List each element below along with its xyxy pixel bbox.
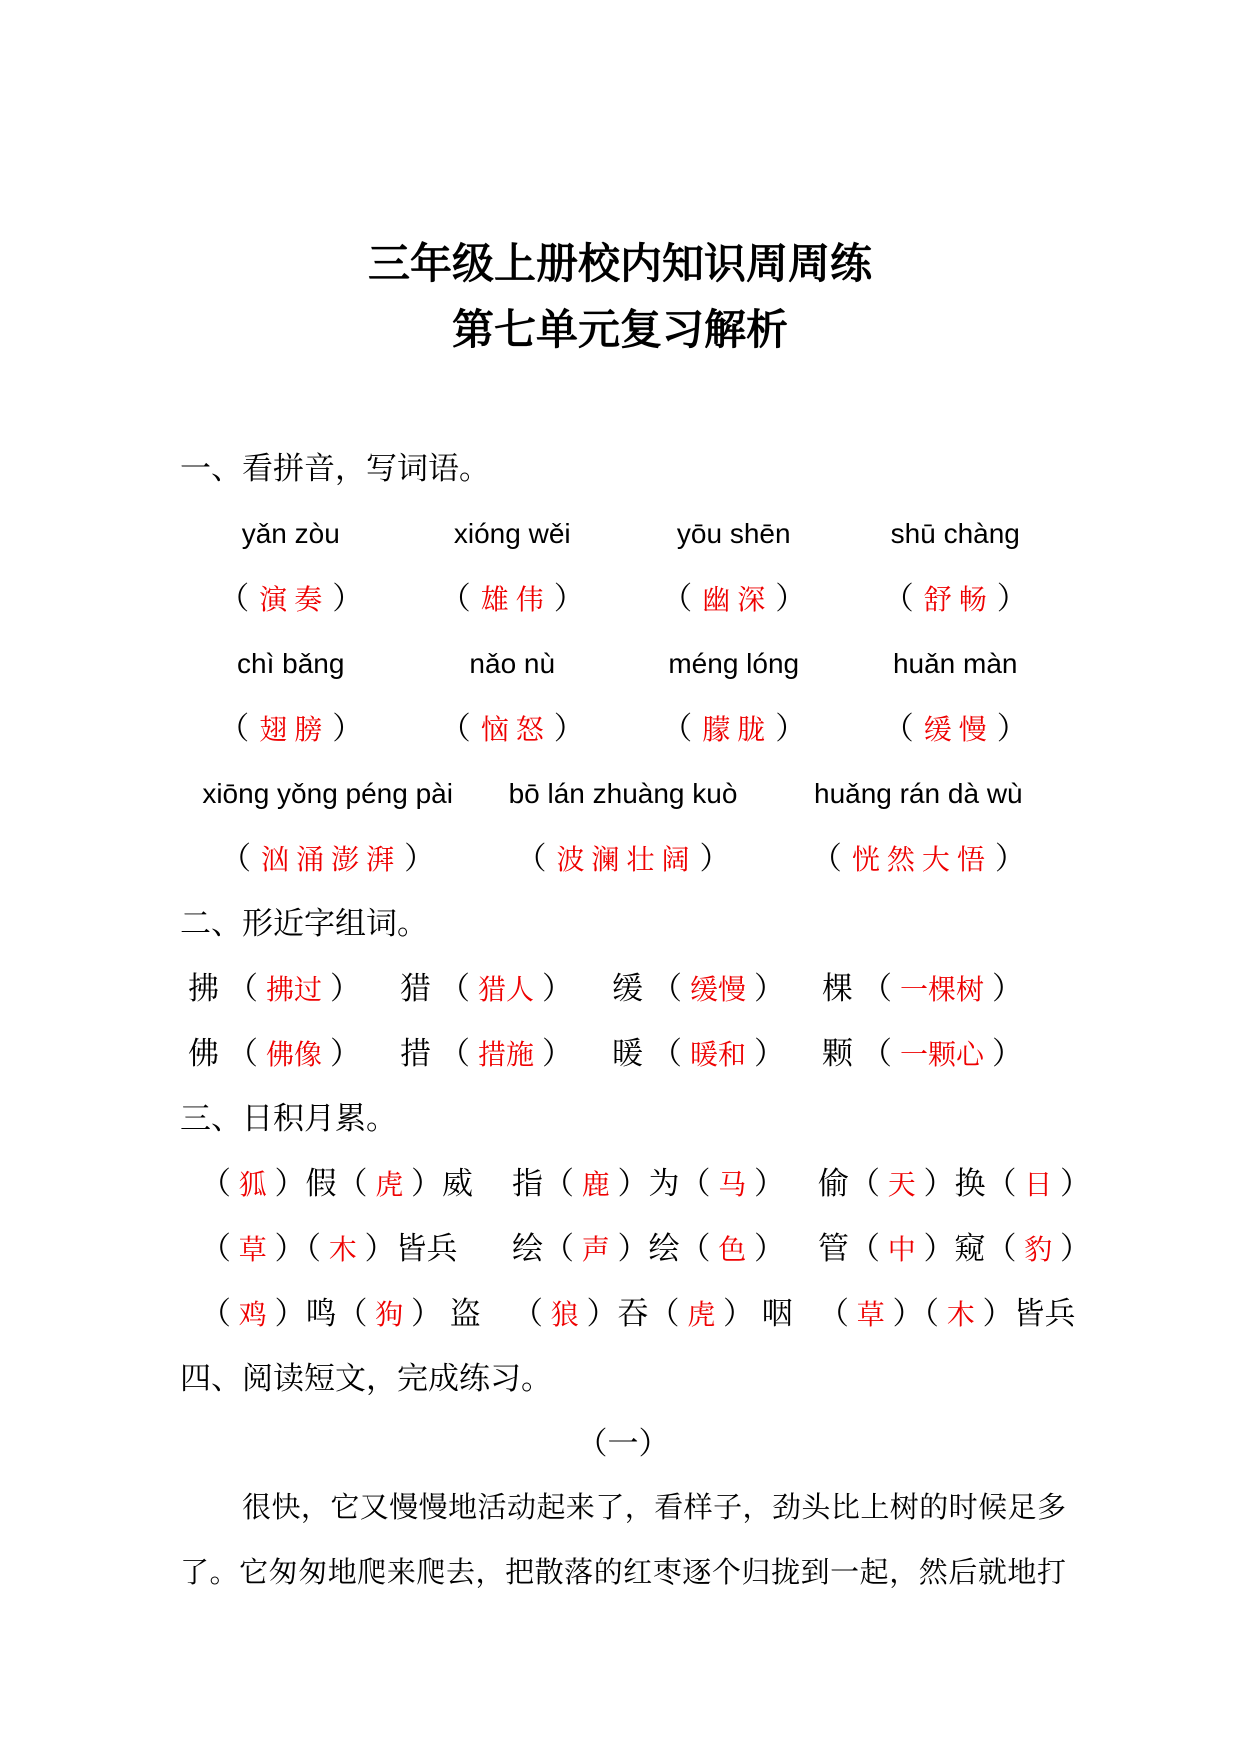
- answer-text: 一棵树: [900, 975, 985, 1006]
- answer-blank: [845, 566, 1067, 631]
- pinyin-word: yǎn zòu: [241, 518, 340, 549]
- answer-text: 恍 然 大 悟: [851, 845, 985, 876]
- open-paren: （: [661, 711, 693, 746]
- idiom-blank: 指（ 鹿 ）为（ 马 ）: [512, 1166, 786, 1201]
- idiom-blank: （ 草 ）（ 木 ）皆兵: [818, 1296, 1076, 1331]
- open-paren: （: [882, 581, 914, 616]
- close-paren: ）: [994, 841, 1026, 876]
- open-paren: （: [661, 581, 693, 616]
- answer-blank: [180, 566, 402, 631]
- idiom-blank: （ 狐 ）假（ 虎 ）威: [200, 1166, 474, 1201]
- given-character: 猎: [400, 971, 431, 1006]
- answer-text: 佛像: [266, 1040, 323, 1071]
- close-paren: ）: [775, 711, 807, 746]
- idiom-blank: （ 草 ）（ 木 ）皆兵: [200, 1231, 458, 1266]
- section3-heading: 三、日积月累。: [180, 1101, 397, 1136]
- pinyin-word: huǎng rán dà wù: [814, 778, 1023, 809]
- answer-blank: [845, 696, 1067, 761]
- answer-text: 暖和: [690, 1040, 747, 1071]
- close-paren: ）: [699, 841, 731, 876]
- answer-text: 拂过: [266, 975, 323, 1006]
- answer-blank: [402, 566, 624, 631]
- answer-text: 雄 伟: [480, 585, 544, 616]
- pinyin-word: yōu shēn: [676, 518, 791, 549]
- word-group-item: [400, 1021, 612, 1088]
- open-paren: （: [651, 971, 682, 1006]
- idiom-row-1: [180, 1151, 1092, 1216]
- answer-blank: [402, 696, 624, 761]
- idiom-blank: 偷（ 天 ）换（ 日 ）: [818, 1166, 1092, 1201]
- open-paren: （: [220, 841, 252, 876]
- answer-text: 波 澜 壮 阔: [556, 845, 690, 876]
- close-paren: ）: [553, 711, 585, 746]
- pinyin-word: xiōng yǒng péng pài: [202, 778, 453, 809]
- close-paren: ）: [996, 711, 1028, 746]
- open-paren: （: [439, 711, 471, 746]
- close-paren: ）: [754, 1036, 786, 1071]
- idiom-row-2: [180, 1216, 1092, 1281]
- open-paren: （: [227, 1036, 258, 1071]
- close-paren: ）: [775, 581, 807, 616]
- close-paren: ）: [542, 971, 574, 1006]
- given-character: 拂: [188, 971, 219, 1006]
- pinyin-word: méng lóng: [668, 648, 800, 679]
- open-paren: （: [861, 971, 892, 1006]
- idiom-blank: 绘（ 声 ）绘（ 色 ）: [512, 1231, 786, 1266]
- passage-number-label: （一）: [576, 1426, 670, 1461]
- answer-row-3: [180, 826, 1066, 891]
- given-character: 缓: [612, 971, 643, 1006]
- answer-text: 舒 畅: [923, 585, 987, 616]
- open-paren: （: [439, 971, 470, 1006]
- pinyin-row-3: [180, 761, 1066, 826]
- answer-text: 恼 怒: [480, 715, 544, 746]
- idiom-blank: 管（ 中 ）窥（ 豹 ）: [818, 1231, 1092, 1266]
- answer-text: 翅 膀: [259, 715, 323, 746]
- pinyin-word: bō lán zhuàng kuò: [508, 778, 738, 809]
- close-paren: ）: [996, 581, 1028, 616]
- word-group-item: [188, 1021, 400, 1088]
- pinyin-word: shū chàng: [890, 518, 1020, 549]
- word-group-item: [400, 956, 612, 1023]
- answer-row-1: [180, 566, 1066, 631]
- close-paren: ）: [992, 971, 1024, 1006]
- passage-line-1: 很快，它又慢慢地活动起来了，看样子，劲头比上树的时候足多: [242, 1492, 1066, 1524]
- open-paren: （: [218, 581, 250, 616]
- section2-heading: 二、形近字组词。: [180, 906, 428, 941]
- close-paren: ）: [332, 581, 364, 616]
- pinyin-row-2: [180, 631, 1066, 696]
- section1-heading: 一、看拼音，写词语。: [180, 451, 490, 486]
- pinyin-word: nǎo nù: [469, 648, 556, 679]
- doc-title-line2: 第七单元复习解析: [451, 308, 788, 354]
- answer-blank: [623, 566, 845, 631]
- close-paren: ）: [992, 1036, 1024, 1071]
- pinyin-word: chì bǎng: [237, 648, 345, 679]
- answer-blank: [180, 826, 475, 891]
- pinyin-row-1: [180, 501, 1066, 566]
- given-character: 暖: [612, 1036, 643, 1071]
- close-paren: ）: [330, 1036, 362, 1071]
- word-group-item: [822, 956, 1066, 1023]
- given-character: 措: [400, 1036, 431, 1071]
- answer-text: 演 奏: [259, 585, 323, 616]
- doc-title: [0, 232, 1240, 364]
- word-group-item: [822, 1021, 1066, 1088]
- answer-text: 幽 深: [702, 585, 766, 616]
- passage-line-2: 了。它匆匆地爬来爬去，把散落的红枣逐个归拢到一起，然后就地打: [180, 1557, 1066, 1589]
- close-paren: ）: [404, 841, 436, 876]
- answer-blank: [623, 696, 845, 761]
- answer-text: 汹 涌 澎 湃: [261, 845, 395, 876]
- answer-text: 一颗心: [900, 1040, 985, 1071]
- idiom-blank: （ 狼 ）吞（ 虎 ） 咽: [512, 1296, 793, 1331]
- word-group-item: [612, 956, 822, 1023]
- answer-blank: [180, 696, 402, 761]
- open-paren: （: [810, 841, 842, 876]
- pinyin-word: xióng wěi: [453, 518, 571, 549]
- answer-text: 猎人: [478, 975, 535, 1006]
- word-group-item: [188, 956, 400, 1023]
- pinyin-word: huǎn màn: [892, 648, 1018, 679]
- open-paren: （: [882, 711, 914, 746]
- given-character: 颗: [822, 1036, 853, 1071]
- open-paren: （: [218, 711, 250, 746]
- answer-row-2: [180, 696, 1066, 761]
- answer-blank: [771, 826, 1066, 891]
- idiom-row-3: [180, 1281, 1076, 1346]
- given-character: 佛: [188, 1036, 219, 1071]
- word-group-row-2: [180, 1021, 1066, 1086]
- given-character: 棵: [822, 971, 853, 1006]
- idiom-blank: （ 鸡 ）鸣（ 狗 ） 盗: [200, 1296, 481, 1331]
- answer-text: 朦 胧: [702, 715, 766, 746]
- word-group-row-1: [180, 956, 1066, 1021]
- answer-blank: [475, 826, 770, 891]
- section4-heading: 四、阅读短文，完成练习。: [180, 1361, 552, 1396]
- open-paren: （: [227, 971, 258, 1006]
- answer-text: 缓慢: [690, 975, 747, 1006]
- close-paren: ）: [754, 971, 786, 1006]
- answer-text: 缓 慢: [923, 715, 987, 746]
- close-paren: ）: [553, 581, 585, 616]
- open-paren: （: [651, 1036, 682, 1071]
- worksheet-content: [180, 436, 1092, 1606]
- open-paren: （: [515, 841, 547, 876]
- open-paren: （: [439, 1036, 470, 1071]
- close-paren: ）: [330, 971, 362, 1006]
- answer-text: 措施: [478, 1040, 535, 1071]
- word-group-item: [612, 1021, 822, 1088]
- doc-title-line1: 三年级上册校内知识周周练: [367, 242, 872, 288]
- open-paren: （: [439, 581, 471, 616]
- close-paren: ）: [542, 1036, 574, 1071]
- open-paren: （: [861, 1036, 892, 1071]
- close-paren: ）: [332, 711, 364, 746]
